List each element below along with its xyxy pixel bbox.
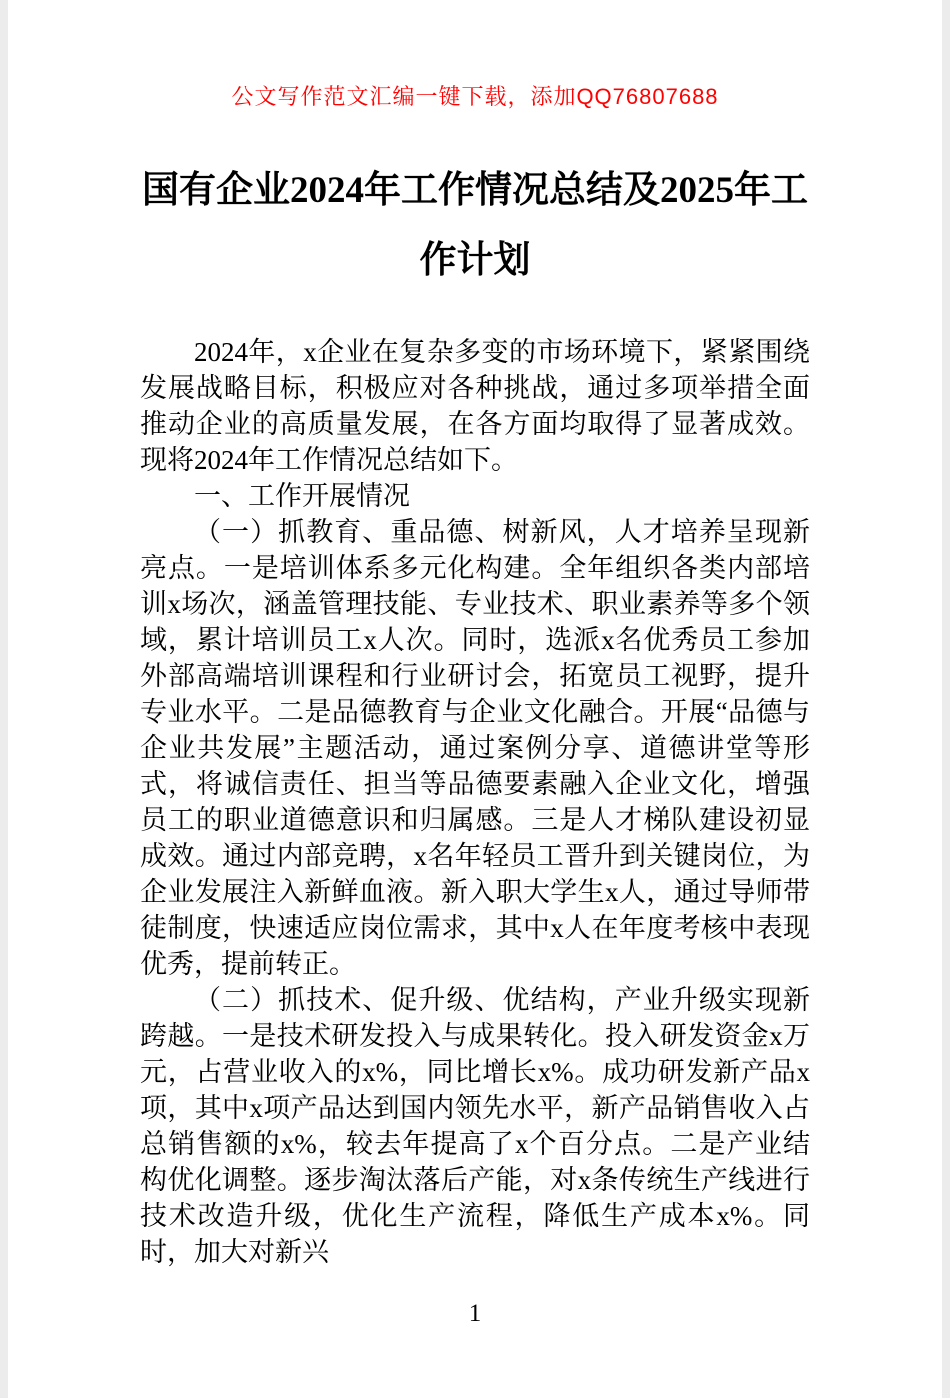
paragraph: 一、工作开展情况 [194, 481, 410, 511]
paragraph: （二）抓技术、促升级、优结构，产业升级实现新跨越。一是技术研发投入与成果转化。投入研发资金x万元，占营业收入的x%，同比增长x%。成功研发新产品x项，其中x项产品达到国内领先水平，新产品销售收入占总销售额的x%，较去年提高了x个百分点。二是产业结构优化调整。逐步淘汰落后产能，对x条传统生产线进行技术改造升级，优化生产流程，降低生产成本x%。同时，加大对新兴 [140, 985, 810, 1267]
document-title: 国有企业2024年工作情况总结及2025年工作计划 [142, 170, 808, 281]
document-page [8, 0, 942, 1398]
promo-notice: 公文写作范文汇编一键下载，添加QQ76807688 [231, 84, 719, 109]
page-number: 1 [468, 1300, 482, 1327]
document-body [140, 334, 810, 1270]
paragraph: 2024年，x企业在复杂多变的市场环境下，紧紧围绕发展战略目标，积极应对各种挑战，通过多项举措全面推动企业的高质量发展，在各方面均取得了显著成效。现将2024年工作情况总结如下。 [140, 337, 810, 475]
paragraph: （一）抓教育、重品德、树新风，人才培养呈现新亮点。一是培训体系多元化构建。全年组织各类内部培训x场次，涵盖管理技能、专业技术、职业素养等多个领域，累计培训员工x人次。同时，选派x名优秀员工参加外部高端培训课程和行业研讨会，拓宽员工视野，提升专业水平。二是品德教育与企业文化融合。开展“品德与企业共发展”主题活动，通过案例分享、道德讲堂等形式，将诚信责任、担当等品德要素融入企业文化，增强员工的职业道德意识和归属感。三是人才梯队建设初显成效。通过内部竞聘，x名年轻员工晋升到关键岗位，为企业发展注入新鲜血液。新入职大学生x人，通过导师带徒制度，快速适应岗位需求，其中x人在年度考核中表现优秀，提前转正。 [140, 517, 810, 979]
